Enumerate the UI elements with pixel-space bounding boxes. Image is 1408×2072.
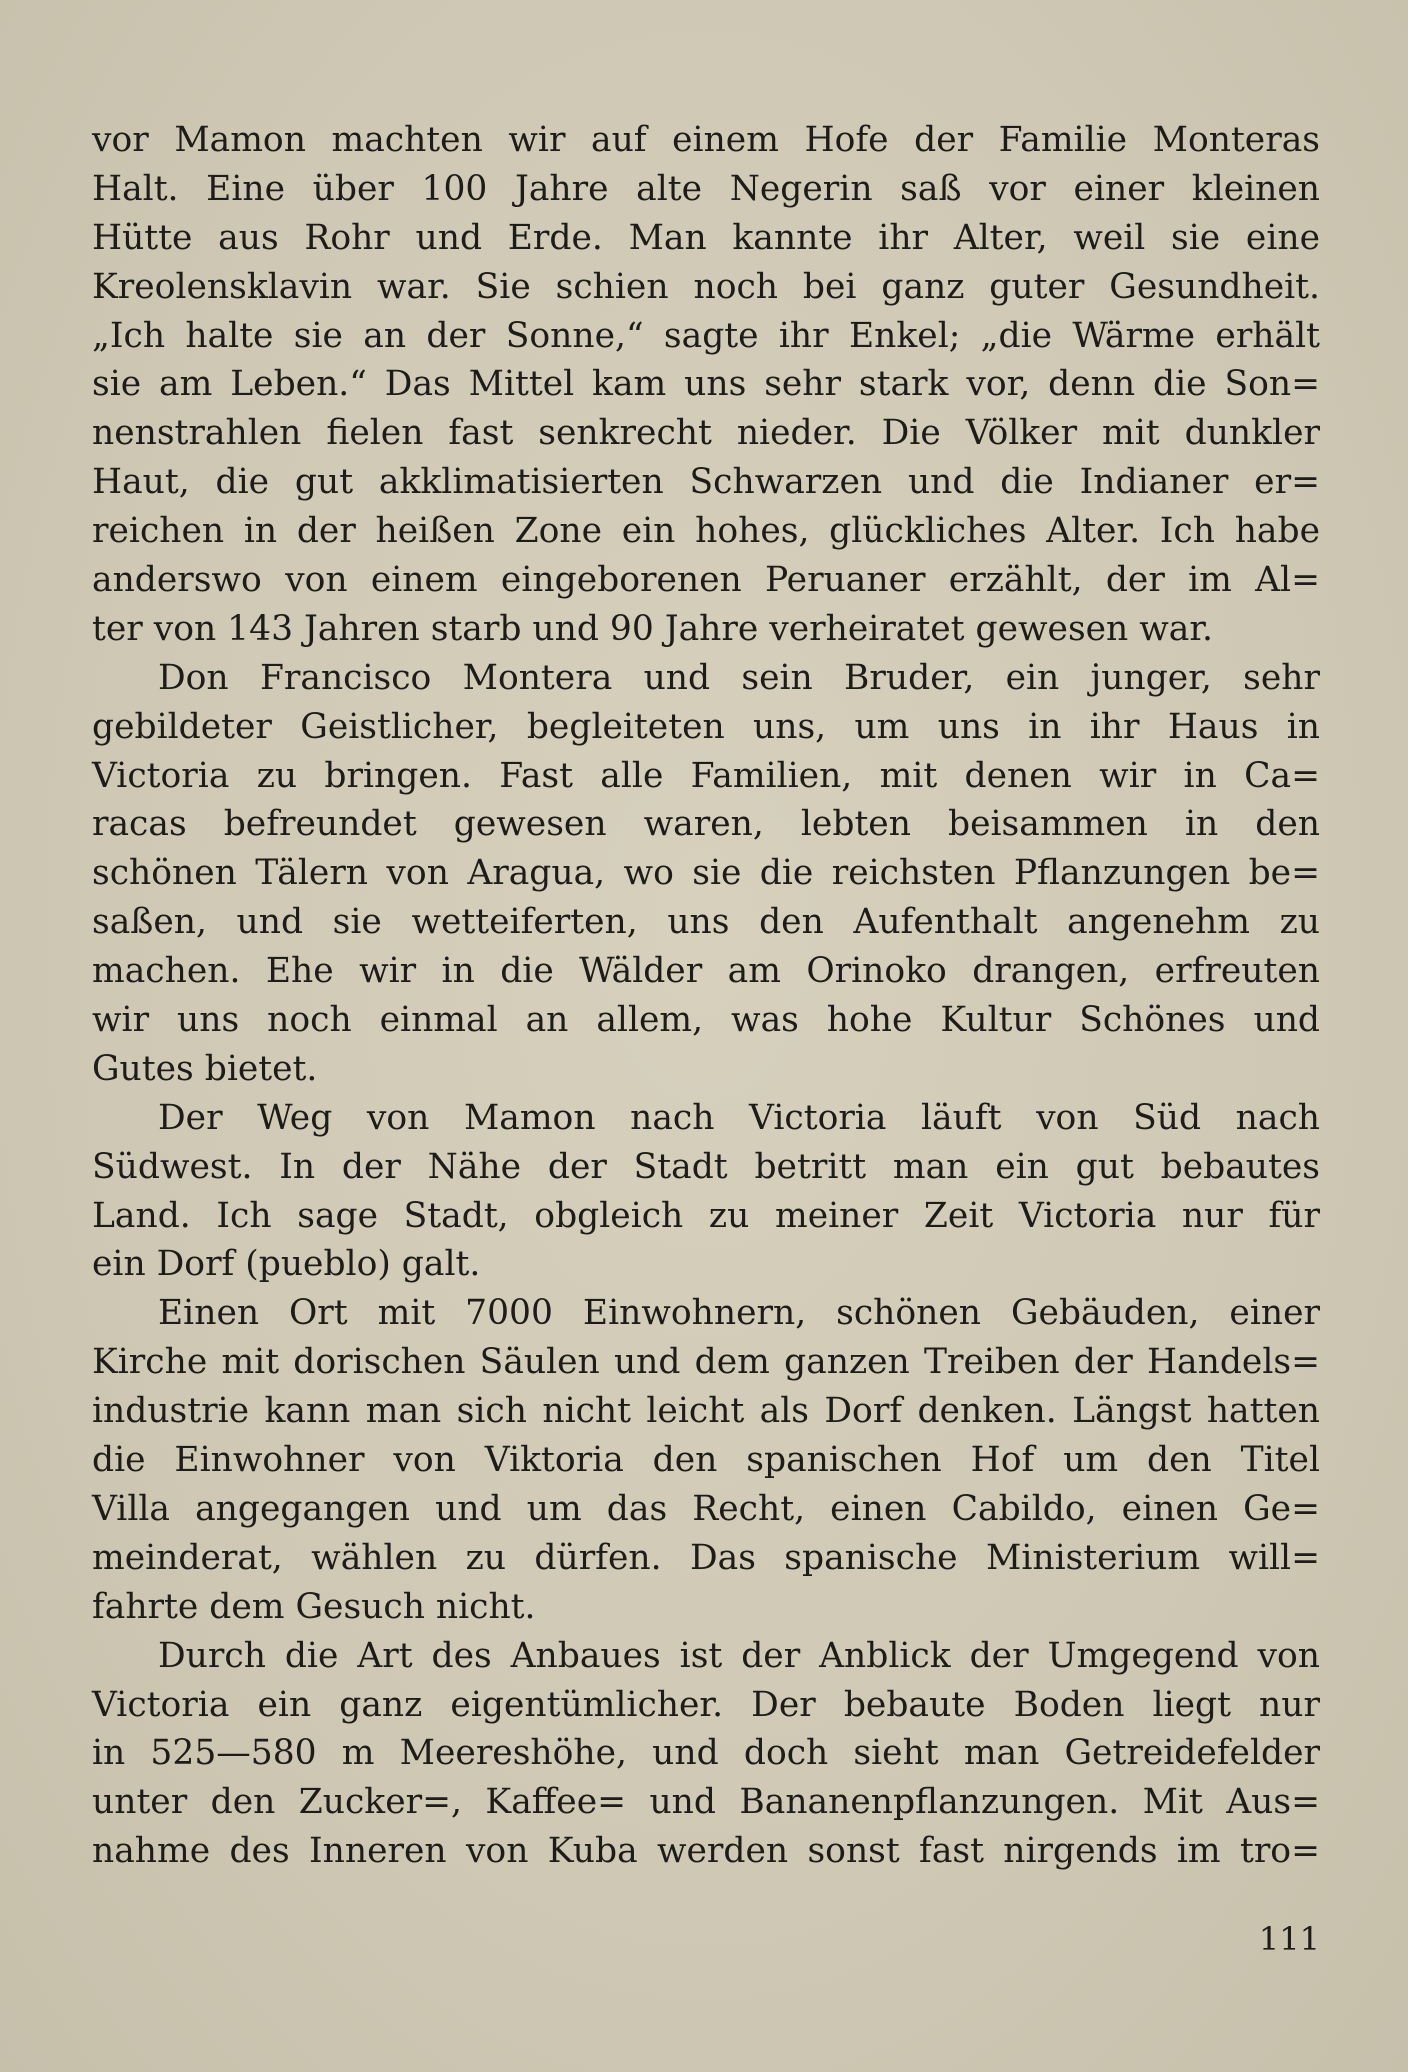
text-line: Der Weg von Mamon nach Victoria läuft von Süd nach	[158, 1097, 1320, 1138]
text-line: nahme des Inneren von Kuba werden sonst fast nirgends im tro=	[92, 1831, 1320, 1872]
text-line: Durch die Art des Anbaues ist der Anblick der Umgegend von	[158, 1635, 1320, 1676]
text-line: ein Dorf (pueblo) galt.	[92, 1244, 481, 1285]
text-line: industrie kann man sich nicht leicht als Dorf denken. Längst hatten	[92, 1391, 1320, 1432]
text-line: fahrte dem Gesuch nicht.	[92, 1586, 536, 1627]
text-line: Einen Ort mit 7000 Einwohnern, schönen Gebäuden, einer	[158, 1293, 1320, 1334]
text-line: schönen Tälern von Aragua, wo sie die reichsten Pflanzungen be=	[92, 853, 1320, 894]
text-line: wir uns noch einmal an allem, was hohe Kultur Schönes und	[92, 1000, 1320, 1041]
text-line: machen. Ehe wir in die Wälder am Orinoko drangen, erfreuten	[92, 951, 1320, 992]
text-line: „Ich halte sie an der Sonne,“ sagte ihr Enkel; „die Wärme erhält	[92, 315, 1320, 356]
body-text	[92, 116, 1320, 1876]
text-line: gebildeter Geistlicher, begleiteten uns, um uns in ihr Haus in	[92, 706, 1320, 747]
text-line: Don Francisco Montera und sein Bruder, ein junger, sehr	[158, 657, 1320, 698]
text-line: Kreolensklavin war. Sie schien noch bei ganz guter Gesundheit.	[92, 266, 1320, 307]
text-line: Gutes bietet.	[92, 1048, 318, 1089]
text-line: Hütte aus Rohr und Erde. Man kannte ihr Alter, weil sie eine	[92, 217, 1320, 258]
text-line: vor Mamon machten wir auf einem Hofe der Familie Monteras	[92, 120, 1320, 160]
text-line: reichen in der heißen Zone ein hohes, glückliches Alter. Ich habe	[92, 511, 1320, 552]
text-line: die Einwohner von Viktoria den spanischen Hof um den Titel	[92, 1440, 1320, 1481]
text-line: in 525—580 m Meereshöhe, und doch sieht man Getreidefelder	[92, 1733, 1320, 1774]
text-line: Villa angegangen und um das Recht, einen Cabildo, einen Ge=	[92, 1488, 1320, 1529]
text-line: Kirche mit dorischen Säulen und dem ganzen Treiben der Handels=	[92, 1342, 1320, 1383]
text-line: meinderat, wählen zu dürfen. Das spanische Ministerium will=	[92, 1537, 1320, 1578]
text-line: racas befreundet gewesen waren, lebten beisammen in den	[92, 804, 1320, 845]
text-line: anderswo von einem eingeborenen Peruaner erzählt, der im Al=	[92, 560, 1320, 601]
text-line: saßen, und sie wetteiferten, uns den Aufenthalt angenehm zu	[92, 902, 1320, 943]
text-line: Halt. Eine über 100 Jahre alte Negerin saß vor einer kleinen	[92, 168, 1320, 209]
text-line: nenstrahlen fielen fast senkrecht nieder. Die Völker mit dunkler	[92, 413, 1320, 454]
text-line: Victoria zu bringen. Fast alle Familien, mit denen wir in Ca=	[92, 755, 1320, 796]
text-line: Victoria ein ganz eigentümlicher. Der bebaute Boden liegt nur	[92, 1684, 1320, 1725]
text-line: ter von 143 Jahren starb und 90 Jahre verheiratet gewesen war.	[92, 608, 1214, 649]
text-line: Land. Ich sage Stadt, obgleich zu meiner Zeit Victoria nur für	[92, 1195, 1320, 1236]
text-line: sie am Leben.“ Das Mittel kam uns sehr stark vor, denn die Son=	[92, 364, 1320, 405]
text-line: unter den Zucker=, Kaffee= und Bananenpflanzungen. Mit Aus=	[92, 1782, 1320, 1823]
text-line: Südwest. In der Nähe der Stadt betritt man ein gut bebautes	[92, 1146, 1320, 1187]
text-line: Haut, die gut akklimatisierten Schwarzen und die Indianer er=	[92, 462, 1320, 503]
page-number: 111	[1258, 1920, 1320, 1958]
